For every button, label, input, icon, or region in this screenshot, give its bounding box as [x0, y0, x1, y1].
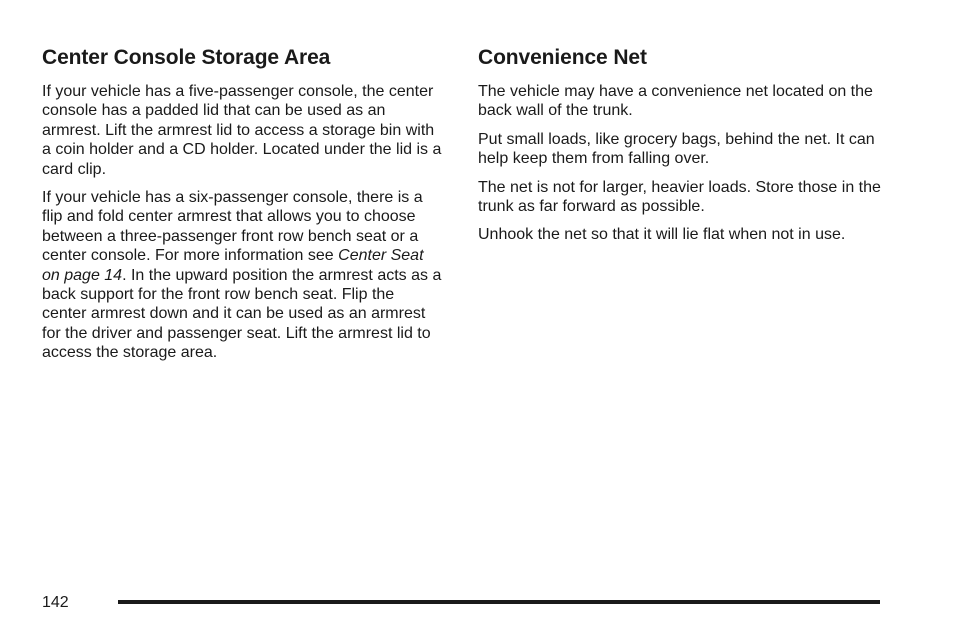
paragraph-2-text-start: If your vehicle has a six-passenger console, there is a flip and fold center armrest that allows you to choose between a three-passenger front row bench seat or a center console. For more information see: [42, 189, 423, 265]
page-number: 142: [42, 594, 69, 611]
center-console-paragraph-2: [42, 188, 442, 363]
convenience-net-heading: Convenience Net: [478, 46, 647, 69]
convenience-net-paragraph-3: The net is not for larger, heavier loads. Store those in the trunk as far forward as possible.: [478, 178, 881, 216]
center-seat-reference-link[interactable]: Center Seat on page 14: [42, 247, 424, 284]
right-column: [478, 44, 883, 254]
center-console-paragraph-1: If your vehicle has a five-passenger console, the center console has a padded lid that can be used as an armrest. Lift the armrest lid to access a storage bin with a coin holder and a CD holder. Located under the lid is a card clip.: [42, 83, 442, 178]
convenience-net-paragraph-2: Put small loads, like grocery bags, behind the net. It can help keep them from falling over.: [478, 130, 875, 168]
left-column: [42, 44, 442, 372]
paragraph-2-text-end: . In the upward position the armrest acts as a back support for the front row bench seat. Flip the center armrest down and it can be used as an armrest for the driver and passenger seat. Lift the armrest lid to access the storage area.: [42, 266, 442, 362]
convenience-net-paragraph-4: Unhook the net so that it will lie flat when not in use.: [478, 226, 846, 244]
footer-rule: [118, 600, 880, 604]
center-console-heading: Center Console Storage Area: [42, 46, 331, 69]
convenience-net-paragraph-1: The vehicle may have a convenience net located on the back wall of the trunk.: [478, 83, 873, 120]
